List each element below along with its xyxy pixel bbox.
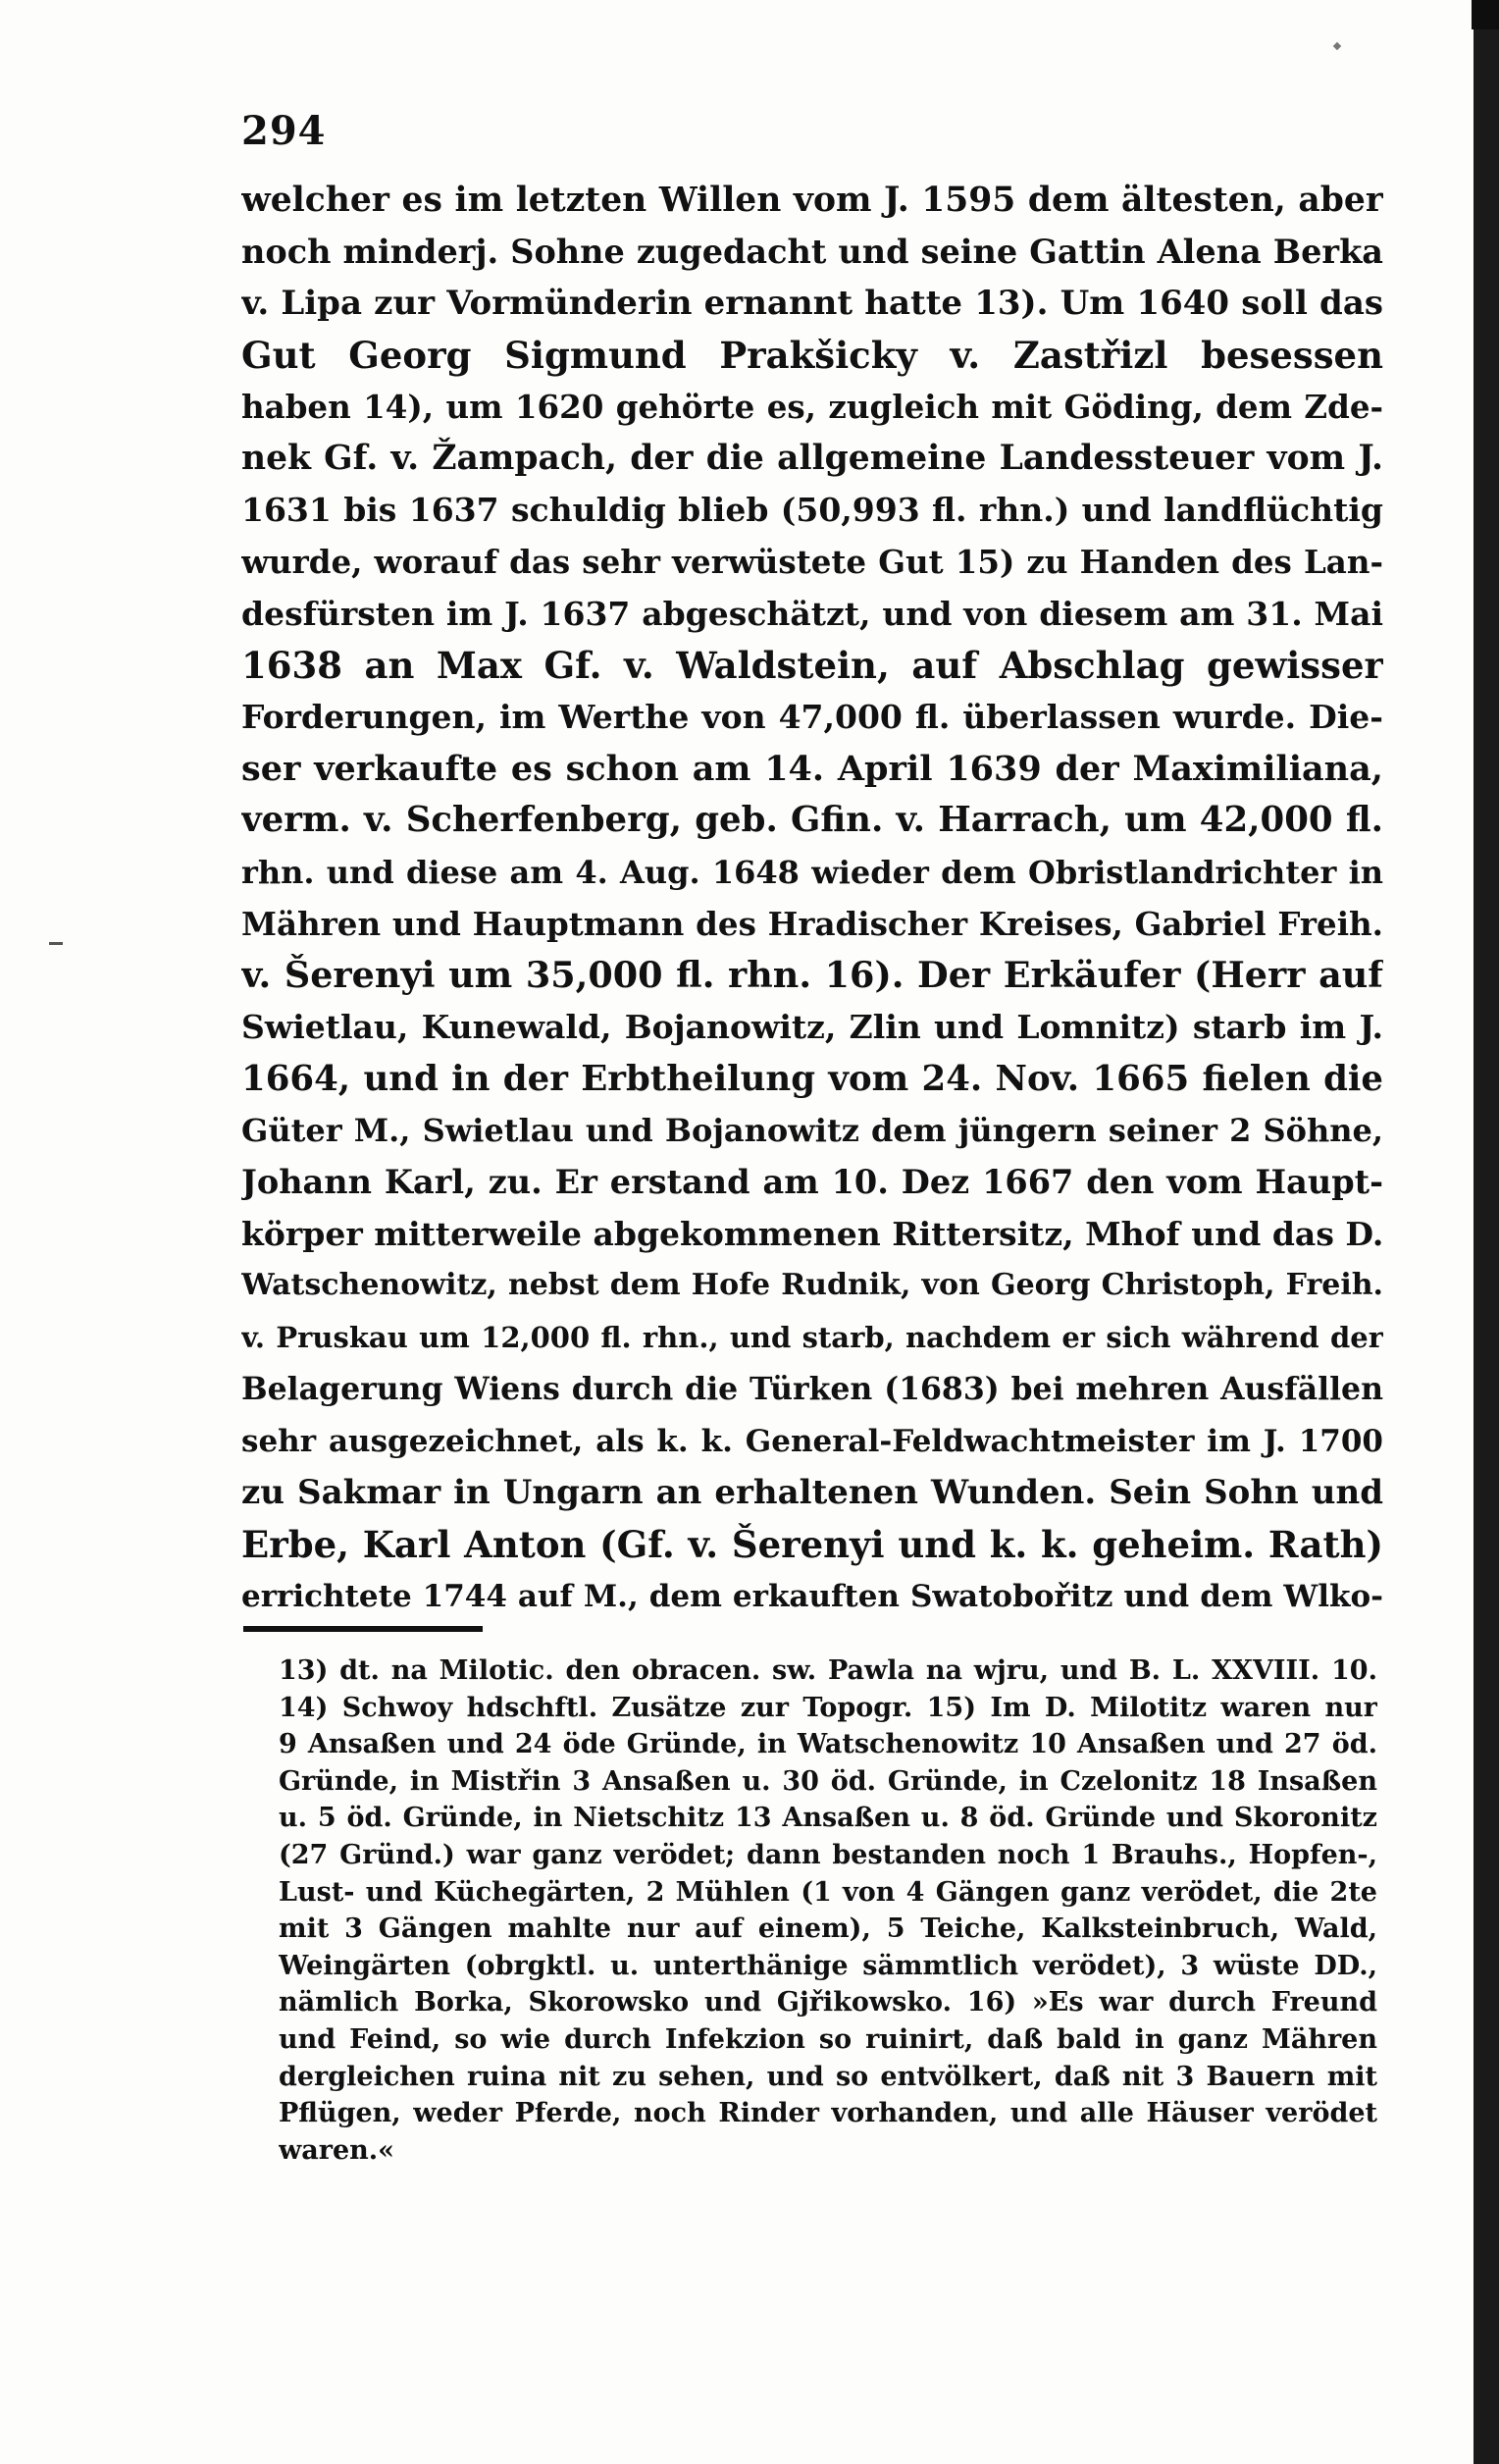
text-line: v. Lipa zur Vormünderin ernannt hatte 13). Um 1640 soll das bbox=[241, 284, 1383, 324]
footnote-line: u. 5 öd. Gründe, in Nietschitz 13 Ansaßen u. 8 öd. Gründe und Skoronitz bbox=[279, 1803, 1377, 1834]
footnote-line: Pflügen, weder Pferde, noch Rinder vorhanden, und alle Häuser verödet bbox=[279, 2098, 1377, 2129]
text-line: welcher es im letzten Willen vom J. 1595 dem ältesten, aber bbox=[241, 181, 1383, 220]
text-line: wurde, worauf das sehr verwüstete Gut 15) zu Handen des Lan- bbox=[241, 542, 1383, 581]
body-text bbox=[241, 175, 1383, 1622]
text-line: desfürsten im J. 1637 abgeschätzt, und von diesem am 31. Mai bbox=[241, 594, 1383, 633]
footnote-line: Weingärten (obrgktl. u. unterthänige sämmtlich verödet), 3 wüste DD., bbox=[279, 1950, 1377, 1981]
text-line: 1631 bis 1637 schuldig blieb (50,993 fl. rhn.) und landflüchtig bbox=[241, 491, 1383, 530]
footnote-line: dergleichen ruina nit zu sehen, und so entvölkert, daß nit 3 Bauern mit bbox=[279, 2061, 1377, 2092]
text-line: zu Sakmar in Ungarn an erhaltenen Wunden. Sein Sohn und bbox=[241, 1473, 1383, 1513]
footnote-line: 14) Schwoy hdschftl. Zusätze zur Topogr. 15) Im D. Milotitz waren nur bbox=[279, 1692, 1377, 1723]
scan-speck bbox=[1333, 42, 1341, 50]
text-line: körper mitterweile abgekommenen Rittersitz, Mhof und das D. bbox=[241, 1214, 1383, 1253]
footnote-line: 9 Ansaßen und 24 öde Gründe, in Watschenowitz 10 Ansaßen und 27 öd. bbox=[279, 1729, 1377, 1760]
text-line: Watschenowitz, nebst dem Hofe Rudnik, von Georg Christoph, Freih. bbox=[241, 1268, 1383, 1303]
text-line: Erbe, Karl Anton (Gf. v. Šerenyi und k. k. geheim. Rath) bbox=[241, 1522, 1383, 1566]
text-line: v. Šerenyi um 35,000 fl. rhn. 16). Der Erkäufer (Herr auf bbox=[241, 954, 1383, 997]
footnotes bbox=[279, 1652, 1377, 2169]
footnote-line: 13) dt. na Milotic. den obracen. sw. Pawla na wjru, und B. L. XXVIII. 10. bbox=[279, 1655, 1377, 1686]
text-line: 1664, und in der Erbtheilung vom 24. Nov. 1665 fielen die bbox=[241, 1058, 1383, 1099]
text-line: Belagerung Wiens durch die Türken (1683) bei mehren Ausfällen bbox=[241, 1370, 1383, 1407]
text-line: v. Pruskau um 12,000 fl. rhn., und starb, nachdem er sich während der bbox=[241, 1321, 1383, 1355]
footnote-line: nämlich Borka, Skorowsko und Gjřikowsko. 16) »Es war durch Freund bbox=[279, 1987, 1377, 2018]
text-line: ser verkaufte es schon am 14. April 1639 der Maximiliana, bbox=[241, 748, 1383, 789]
footnote-line: mit 3 Gängen mahlte nur auf einem), 5 Teiche, Kalksteinbruch, Wald, bbox=[279, 1914, 1377, 1945]
text-line: haben 14), um 1620 gehörte es, zugleich mit Göding, dem Zde- bbox=[241, 387, 1383, 426]
page-number: 294 bbox=[241, 108, 327, 154]
text-line: Johann Karl, zu. Er erstand am 10. Dez 1667 den vom Haupt- bbox=[241, 1163, 1383, 1202]
text-line: Swietlau, Kunewald, Bojanowitz, Zlin und Lomnitz) starb im J. bbox=[241, 1008, 1383, 1046]
scan-edge-shadow bbox=[1473, 0, 1499, 2464]
scan-corner-shadow bbox=[1472, 0, 1499, 29]
text-line: 1638 an Max Gf. v. Waldstein, auf Abschlag gewisser bbox=[241, 644, 1383, 688]
text-line: verm. v. Scherfenberg, geb. Gfin. v. Harrach, um 42,000 fl. bbox=[241, 800, 1383, 841]
text-line: Gut Georg Sigmund Prakšicky v. Zastřizl besessen bbox=[241, 334, 1383, 378]
footnote-line: (27 Gründ.) war ganz verödet; dann bestanden noch 1 Brauhs., Hopfen-, bbox=[279, 1839, 1377, 1870]
footnote-line: waren.« bbox=[279, 2134, 395, 2166]
footnote-line: Lust- und Küchegärten, 2 Mühlen (1 von 4 Gängen ganz verödet, die 2te bbox=[279, 1876, 1377, 1908]
text-line: rhn. und diese am 4. Aug. 1648 wieder dem Obristlandrichter in bbox=[241, 853, 1383, 891]
footnote-line: und Feind, so wie durch Infekzion so ruinirt, daß bald in ganz Mähren bbox=[279, 2023, 1377, 2055]
text-line: sehr ausgezeichnet, als k. k. General-Feldwachtmeister im J. 1700 bbox=[241, 1423, 1383, 1459]
text-line: Güter M., Swietlau und Bojanowitz dem jüngern seiner 2 Söhne, bbox=[241, 1112, 1383, 1150]
footnote-line: Gründe, in Mistřin 3 Ansaßen u. 30 öd. Gründe, in Czelonitz 18 Insaßen bbox=[279, 1765, 1377, 1797]
text-line: Forderungen, im Werthe von 47,000 fl. überlassen wurde. Die- bbox=[241, 697, 1383, 736]
text-line: Mähren und Hauptmann des Hradischer Kreises, Gabriel Freih. bbox=[241, 904, 1383, 943]
text-line: noch minderj. Sohne zugedacht und seine Gattin Alena Berka bbox=[241, 232, 1383, 271]
footnote-separator bbox=[243, 1626, 483, 1632]
margin-mark bbox=[49, 942, 63, 945]
text-line: nek Gf. v. Žampach, der die allgemeine Landessteuer vom J. bbox=[241, 439, 1383, 479]
text-line: errichtete 1744 auf M., dem erkauften Swatobořitz und dem Wlko- bbox=[241, 1578, 1383, 1614]
